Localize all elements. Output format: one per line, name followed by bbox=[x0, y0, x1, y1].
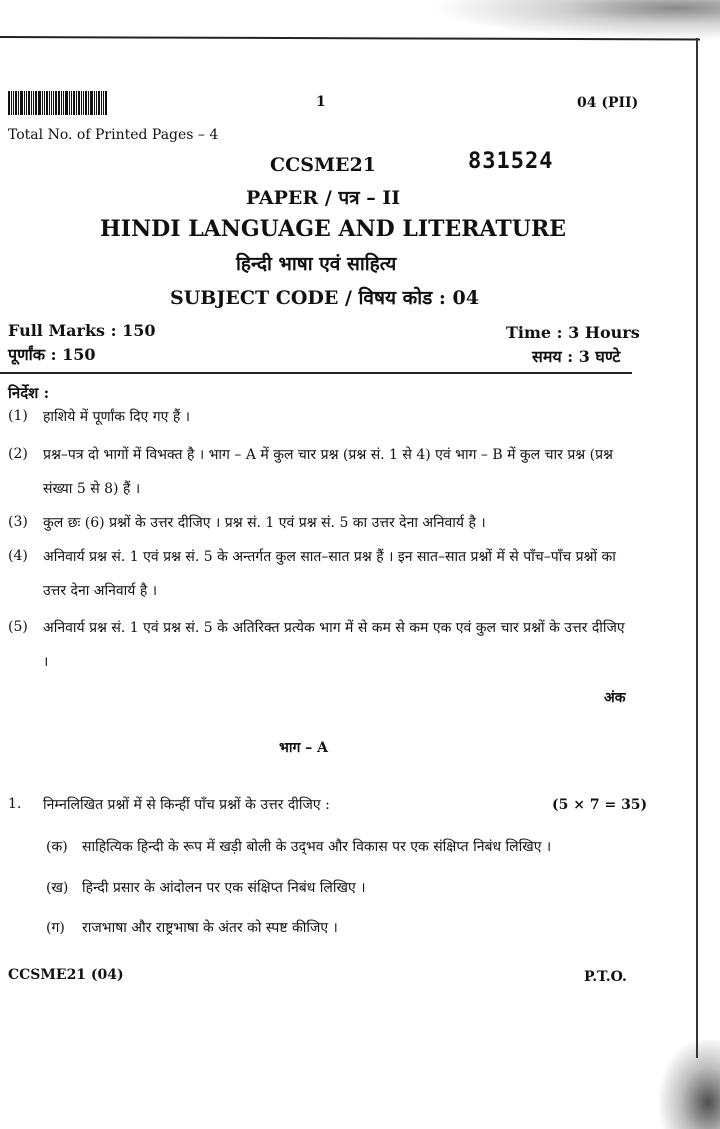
barcode-stripe bbox=[94, 91, 95, 115]
subpart-label: (क) bbox=[46, 839, 68, 855]
paper-number: PAPER / पत्र – II bbox=[246, 187, 401, 209]
barcode-stripe bbox=[58, 91, 60, 115]
marks-column-label: अंक bbox=[604, 690, 626, 706]
instruction-text: प्रश्न–पत्र दो भागों में विभक्त है । भाग – A में कुल चार प्रश्न (प्रश्न सं. 1 से 4) एवं भाग – B में कुल चार प्रश्न (प्रश्न संख्या 5 से 8) हैं । bbox=[43, 447, 613, 497]
barcode-stripe bbox=[13, 91, 14, 115]
barcode-stripe bbox=[61, 91, 62, 115]
instructions-heading: निर्देश : bbox=[8, 384, 50, 402]
instruction-number: (1) bbox=[8, 408, 28, 424]
barcode-stripe bbox=[51, 91, 52, 115]
barcode-stripe bbox=[38, 91, 41, 115]
barcode-stripe bbox=[73, 91, 75, 115]
title-hindi: हिन्दी भाषा एवं साहित्य bbox=[236, 253, 397, 275]
barcode-stripe bbox=[88, 91, 89, 115]
subpart-label: (ग) bbox=[46, 920, 65, 936]
instruction-number: (2) bbox=[8, 446, 28, 462]
barcode-stripe bbox=[31, 91, 32, 115]
instruction-text: हाशिये में पूर्णांक दिए गए हैं । bbox=[43, 409, 191, 425]
right-edge-line bbox=[696, 38, 698, 1058]
barcode-stripe bbox=[101, 91, 102, 115]
barcode-stripe bbox=[78, 91, 80, 115]
barcode-stripe bbox=[69, 91, 70, 115]
subpart-text: राजभाषा और राष्ट्रभाषा के अंतर को स्पष्ट कीजिए । bbox=[82, 920, 338, 936]
instruction-number: (3) bbox=[8, 514, 28, 530]
paper-code: CCSME21 bbox=[270, 154, 376, 176]
question-text: निम्नलिखित प्रश्नों में से किन्हीं पाँच प्रश्नों के उत्तर दीजिए : bbox=[43, 797, 330, 813]
footer-pto: P.T.O. bbox=[584, 969, 627, 985]
footer-code: CCSME21 (04) bbox=[8, 967, 124, 983]
barcode-stripe bbox=[11, 91, 12, 115]
full-marks-en: Full Marks : 150 bbox=[8, 321, 156, 340]
barcode-stripe bbox=[44, 91, 45, 115]
barcode-stripe bbox=[18, 91, 19, 115]
barcode-stripe bbox=[90, 91, 93, 115]
instruction-number: (5) bbox=[8, 619, 28, 635]
barcode-stripe bbox=[76, 91, 77, 115]
barcode-stripe bbox=[26, 91, 27, 115]
barcode-stripe bbox=[8, 91, 10, 115]
barcode-stripe bbox=[46, 91, 48, 115]
barcode-stripe bbox=[35, 91, 37, 115]
barcode-stripe bbox=[96, 91, 97, 115]
subpart-text: हिन्दी प्रसार के आंदोलन पर एक संक्षिप्त निबंध लिखिए । bbox=[82, 880, 366, 896]
barcode-stripe bbox=[28, 91, 30, 115]
title-english: HINDI LANGUAGE AND LITERATURE bbox=[100, 216, 567, 242]
scan-smudge-top bbox=[430, 0, 720, 40]
paper-code-right: 04 (PII) bbox=[577, 95, 639, 111]
barcode-stripe bbox=[85, 91, 87, 115]
barcode-stripe bbox=[63, 91, 64, 115]
subpart-text: साहित्यिक हिन्दी के रूप में खड़ी बोली के उद्‌भव और विकास पर एक संक्षिप्त निबंध लिखिए । bbox=[82, 839, 552, 855]
scan-smudge-bottom bbox=[660, 1040, 720, 1129]
instruction-text: अनिवार्य प्रश्न सं. 1 एवं प्रश्न सं. 5 के अन्तर्गत कुल सात–सात प्रश्न हैं । इन सात–सात प्रश्नों में से पाँच–पाँच प्रश्नों का उत्तर देना अनिवार्य है । bbox=[43, 549, 616, 599]
subpart-label: (ख) bbox=[46, 880, 69, 896]
serial-number: 831524 bbox=[468, 149, 554, 174]
instruction-text: कुल छः (6) प्रश्नों के उत्तर दीजिए । प्रश्न सं. 1 एवं प्रश्न सं. 5 का उत्तर देना अनिवार्य है । bbox=[43, 515, 486, 531]
barcode-image bbox=[8, 91, 121, 115]
barcode-stripe bbox=[20, 91, 23, 115]
instruction-number: (4) bbox=[8, 548, 28, 564]
barcode-stripe bbox=[53, 91, 54, 115]
time-hi: समय : 3 घण्टे bbox=[532, 347, 621, 366]
section-title: भाग – A bbox=[279, 740, 328, 756]
barcode-stripe bbox=[33, 91, 34, 115]
full-marks-hi: पूर्णांक : 150 bbox=[8, 345, 96, 364]
barcode-stripe bbox=[103, 91, 104, 115]
barcode-stripe bbox=[15, 91, 17, 115]
printed-pages: Total No. of Printed Pages – 4 bbox=[8, 127, 219, 143]
barcode-stripe bbox=[55, 91, 57, 115]
barcode-stripe bbox=[65, 91, 68, 115]
question-number: 1. bbox=[8, 796, 22, 812]
barcode-stripe bbox=[83, 91, 84, 115]
barcode-stripe bbox=[105, 91, 107, 115]
divider-line bbox=[0, 372, 632, 374]
barcode-stripe bbox=[24, 91, 25, 115]
page-number: 1 bbox=[316, 94, 326, 110]
barcode-stripe bbox=[71, 91, 72, 115]
barcode-stripe bbox=[98, 91, 100, 115]
barcode-stripe bbox=[42, 91, 43, 115]
subject-code: SUBJECT CODE / विषय कोड : 04 bbox=[170, 287, 479, 309]
time-en: Time : 3 Hours bbox=[506, 323, 640, 342]
barcode-stripe bbox=[81, 91, 82, 115]
instruction-text: अनिवार्य प्रश्न सं. 1 एवं प्रश्न सं. 5 के अतिरिक्त प्रत्येक भाग में से कम से कम एक एवं कुल चार प्रश्नों के उत्तर दीजिए । bbox=[43, 620, 625, 670]
question-marks: (5 × 7 = 35) bbox=[552, 797, 648, 813]
barcode-stripe bbox=[49, 91, 50, 115]
